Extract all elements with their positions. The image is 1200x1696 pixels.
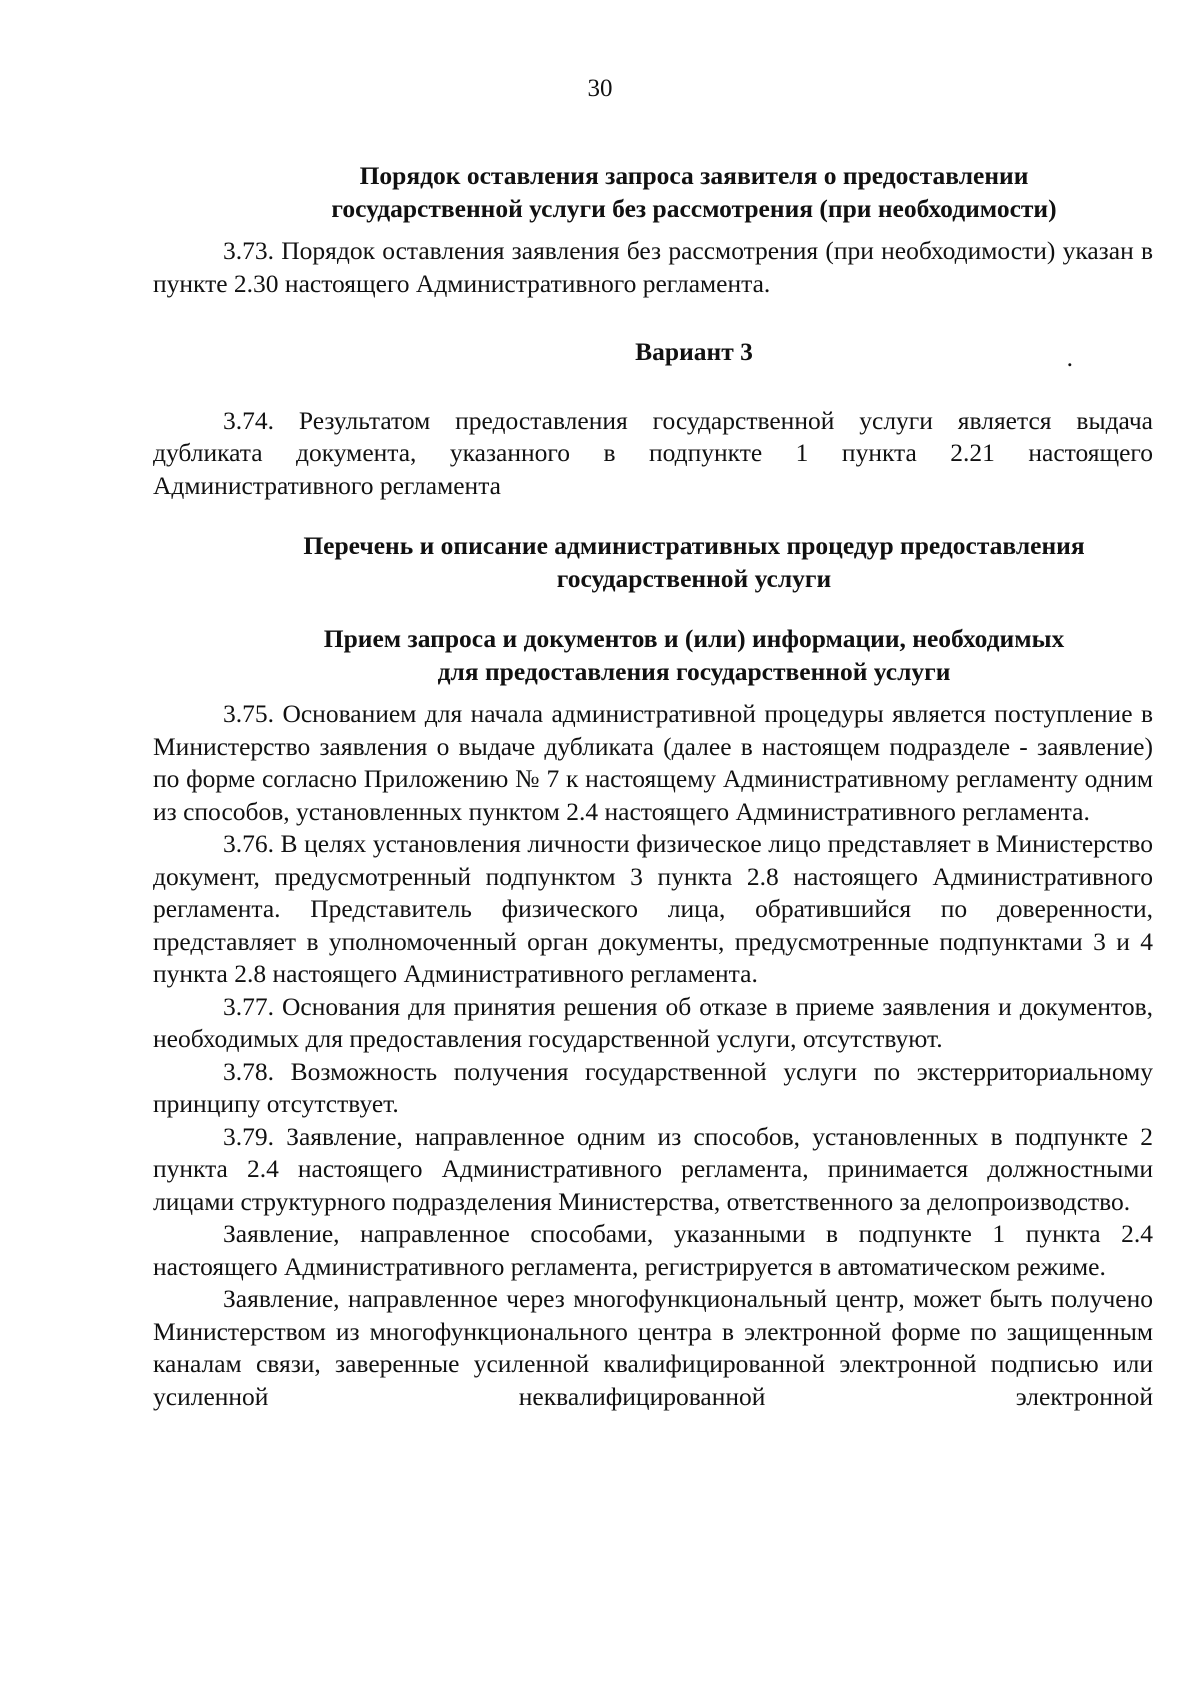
paragraph-3-79-automatic: Заявление, направленное способами, указанными в подпункте 1 пункта 2.4 настоящего Административного регламента, регистрируется в автоматическом режиме.	[153, 1219, 1153, 1281]
section-heading-request-intake	[153, 623, 1153, 688]
page-number: 30	[587, 75, 613, 102]
paragraph-3-74: 3.74. Результатом предоставления государственной услуги является выдача дубликата документа, указанного в подпункте 1 пункта 2.21 настоящего Административного регламента	[153, 405, 1153, 500]
paragraph-3-75: 3.75. Основанием для начала административной процедуры является поступление в Министерство заявления о выдаче дубликата (далее в настоящем подразделе - заявление) по форме согласно Приложению № 7 к настоящему Административному регламенту одним из способов, установленных пунктом 2.4 настоящего Административного регламента.	[153, 699, 1153, 826]
section-heading-procedures	[153, 530, 1153, 595]
paragraph-3-77: 3.77. Основания для принятия решения об отказе в приеме заявления и документов, необходимых для предоставления государственной услуги, отсутствуют.	[153, 991, 1153, 1053]
heading-line: государственной услуги	[556, 563, 832, 593]
stray-mark: .	[1066, 343, 1073, 372]
heading-line: Перечень и описание административных процедур предоставления	[303, 531, 1085, 560]
paragraph-3-79: 3.79. Заявление, направленное одним из способов, установленных в подпункте 2 пункта 2.4 настоящего Административного регламента, принимается должностными лицами структурного подразделения Министерства, ответственного за делопроизводство.	[153, 1121, 1153, 1216]
variant-heading	[153, 336, 1153, 372]
heading-line: государственной услуги без рассмотрения (при необходимости)	[331, 193, 1057, 223]
paragraph-3-76: 3.76. В целях установления личности физическое лицо представляет в Министерство документ, предусмотренный подпунктом 3 пункта 2.8 настоящего Административного регламента. Представитель физического лица, обратившийся по доверенности, представляет в уполномоченный орган документы, предусмотренные подпунктами 3 и 4 пункта 2.8 настоящего Административного регламента.	[153, 829, 1153, 988]
paragraph-3-78: 3.78. Возможность получения государственной услуги по экстерриториальному принципу отсутствует.	[153, 1056, 1153, 1118]
paragraph-3-73: 3.73. Порядок оставления заявления без рассмотрения (при необходимости) указан в пункте 2.30 настоящего Административного регламента.	[153, 236, 1153, 298]
variant-title: Вариант 3	[635, 337, 753, 366]
heading-line: Прием запроса и документов и (или) информации, необходимых	[323, 624, 1065, 653]
paragraph-3-79-mfc: Заявление, направленное через многофункциональный центр, может быть получено Министерством из многофункционального центра в электронной форме по защищенным каналам связи, заверенные усиленной квалифицированной электронной подписью или усиленной неквалифицированной электронной	[153, 1284, 1153, 1411]
section-heading-leave-without-review	[153, 160, 1153, 225]
heading-line: Порядок оставления запроса заявителя о предоставлении	[359, 161, 1029, 190]
heading-line: для предоставления государственной услуги	[437, 656, 951, 686]
page-content	[153, 160, 1153, 1413]
